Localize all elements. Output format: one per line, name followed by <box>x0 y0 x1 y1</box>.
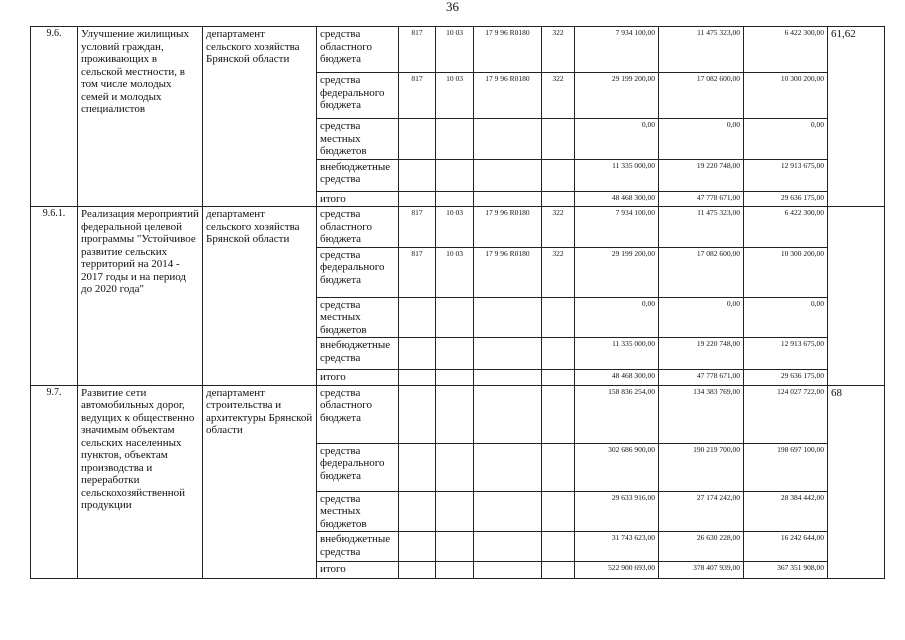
csr-code: 17 9 96 R0180 <box>474 73 542 119</box>
section-number: 9.6.1. <box>31 207 78 386</box>
amount-year-1: 522 900 693,00 <box>575 562 659 579</box>
vr-code <box>542 159 575 191</box>
vr-code <box>542 119 575 160</box>
amount-year-3: 0,00 <box>744 297 828 338</box>
activity-name: Улучшение жилищных условий граждан, проживающих в сельской местности, в том числе молодых семей и молодых специалистов <box>78 27 203 207</box>
funding-source: средства областного бюджета <box>317 27 399 73</box>
amount-year-1: 0,00 <box>575 297 659 338</box>
indicator-ref: 68 <box>828 385 885 579</box>
rzpr-code: 10 03 <box>436 207 474 248</box>
vr-code: 322 <box>542 73 575 119</box>
amount-year-1: 302 686 900,00 <box>575 443 659 491</box>
table-row <box>31 27 885 73</box>
responsible-executor: департамент сельского хозяйства Брянской области <box>203 207 317 386</box>
amount-year-1: 29 199 200,00 <box>575 73 659 119</box>
grbs-code: 817 <box>399 73 436 119</box>
funding-source: средства федерального бюджета <box>317 443 399 491</box>
amount-year-2: 0,00 <box>659 119 744 160</box>
amount-year-2: 378 407 939,00 <box>659 562 744 579</box>
grbs-code <box>399 338 436 370</box>
rzpr-code: 10 03 <box>436 73 474 119</box>
funding-source: итого <box>317 562 399 579</box>
grbs-code <box>399 491 436 532</box>
amount-year-2: 11 475 323,00 <box>659 207 744 248</box>
csr-code: 17 9 96 R0180 <box>474 247 542 297</box>
grbs-code <box>399 443 436 491</box>
vr-code <box>542 191 575 207</box>
amount-year-2: 17 082 600,00 <box>659 73 744 119</box>
grbs-code <box>399 385 436 443</box>
amount-year-1: 11 335 000,00 <box>575 159 659 191</box>
section-number: 9.6. <box>31 27 78 207</box>
rzpr-code <box>436 491 474 532</box>
vr-code <box>542 443 575 491</box>
amount-year-2: 190 219 700,00 <box>659 443 744 491</box>
vr-code <box>542 491 575 532</box>
amount-year-2: 26 630 228,00 <box>659 532 744 562</box>
vr-code: 322 <box>542 247 575 297</box>
csr-code <box>474 562 542 579</box>
amount-year-1: 0,00 <box>575 119 659 160</box>
amount-year-3: 16 242 644,00 <box>744 532 828 562</box>
rzpr-code <box>436 119 474 160</box>
csr-code <box>474 297 542 338</box>
rzpr-code <box>436 443 474 491</box>
funding-source: средства местных бюджетов <box>317 491 399 532</box>
amount-year-2: 11 475 323,00 <box>659 27 744 73</box>
csr-code <box>474 119 542 160</box>
funding-source: средства местных бюджетов <box>317 119 399 160</box>
responsible-executor: департамент сельского хозяйства Брянской области <box>203 27 317 207</box>
amount-year-1: 48 468 300,00 <box>575 191 659 207</box>
funding-source: средства областного бюджета <box>317 385 399 443</box>
table-body <box>31 27 885 579</box>
amount-year-2: 19 220 748,00 <box>659 338 744 370</box>
funding-source: средства федерального бюджета <box>317 247 399 297</box>
rzpr-code <box>436 385 474 443</box>
amount-year-2: 47 778 671,00 <box>659 370 744 386</box>
csr-code <box>474 443 542 491</box>
activity-name: Реализация мероприятий федеральной целевой программы "Устойчивое развитие сельских территорий на 2014 - 2017 годы и на период до 2020 года" <box>78 207 203 386</box>
rzpr-code <box>436 532 474 562</box>
amount-year-1: 29 199 200,00 <box>575 247 659 297</box>
amount-year-3: 10 300 200,00 <box>744 73 828 119</box>
amount-year-3: 29 636 175,00 <box>744 191 828 207</box>
vr-code <box>542 338 575 370</box>
amount-year-2: 19 220 748,00 <box>659 159 744 191</box>
grbs-code: 817 <box>399 207 436 248</box>
grbs-code <box>399 370 436 386</box>
csr-code <box>474 370 542 386</box>
amount-year-3: 124 027 722,00 <box>744 385 828 443</box>
funding-source: внебюджетные средства <box>317 532 399 562</box>
amount-year-1: 31 743 623,00 <box>575 532 659 562</box>
amount-year-3: 29 636 175,00 <box>744 370 828 386</box>
amount-year-1: 158 836 254,00 <box>575 385 659 443</box>
table-row <box>31 385 885 443</box>
amount-year-1: 7 934 100,00 <box>575 207 659 248</box>
table-row <box>31 207 885 248</box>
amount-year-3: 10 300 200,00 <box>744 247 828 297</box>
csr-code <box>474 338 542 370</box>
rzpr-code <box>436 159 474 191</box>
funding-source: внебюджетные средства <box>317 338 399 370</box>
csr-code <box>474 491 542 532</box>
vr-code: 322 <box>542 27 575 73</box>
rzpr-code <box>436 297 474 338</box>
funding-source: внебюджетные средства <box>317 159 399 191</box>
vr-code: 322 <box>542 207 575 248</box>
csr-code: 17 9 96 R0180 <box>474 207 542 248</box>
grbs-code <box>399 297 436 338</box>
funding-source: итого <box>317 191 399 207</box>
funding-source: средства федерального бюджета <box>317 73 399 119</box>
amount-year-1: 29 633 916,00 <box>575 491 659 532</box>
amount-year-1: 7 934 100,00 <box>575 27 659 73</box>
csr-code <box>474 159 542 191</box>
rzpr-code <box>436 370 474 386</box>
page-number: 36 <box>446 0 459 14</box>
rzpr-code: 10 03 <box>436 247 474 297</box>
amount-year-2: 47 778 671,00 <box>659 191 744 207</box>
csr-code <box>474 532 542 562</box>
amount-year-3: 367 351 908,00 <box>744 562 828 579</box>
grbs-code <box>399 159 436 191</box>
rzpr-code: 10 03 <box>436 27 474 73</box>
rzpr-code <box>436 562 474 579</box>
grbs-code <box>399 119 436 160</box>
amount-year-3: 6 422 300,00 <box>744 207 828 248</box>
grbs-code <box>399 532 436 562</box>
grbs-code: 817 <box>399 247 436 297</box>
amount-year-3: 28 384 442,00 <box>744 491 828 532</box>
csr-code <box>474 385 542 443</box>
indicator-ref: 61,62 <box>828 27 885 207</box>
vr-code <box>542 532 575 562</box>
vr-code <box>542 562 575 579</box>
amount-year-2: 134 383 769,00 <box>659 385 744 443</box>
funding-source: средства областного бюджета <box>317 207 399 248</box>
indicator-ref <box>828 207 885 386</box>
grbs-code <box>399 562 436 579</box>
amount-year-3: 12 913 675,00 <box>744 159 828 191</box>
amount-year-3: 6 422 300,00 <box>744 27 828 73</box>
vr-code <box>542 297 575 338</box>
amount-year-1: 11 335 000,00 <box>575 338 659 370</box>
vr-code <box>542 385 575 443</box>
csr-code <box>474 191 542 207</box>
amount-year-1: 48 468 300,00 <box>575 370 659 386</box>
vr-code <box>542 370 575 386</box>
amount-year-3: 12 913 675,00 <box>744 338 828 370</box>
section-number: 9.7. <box>31 385 78 579</box>
amount-year-3: 0,00 <box>744 119 828 160</box>
grbs-code: 817 <box>399 27 436 73</box>
budget-table <box>30 26 885 579</box>
amount-year-2: 27 174 242,00 <box>659 491 744 532</box>
funding-source: средства местных бюджетов <box>317 297 399 338</box>
amount-year-2: 17 082 600,00 <box>659 247 744 297</box>
amount-year-3: 198 697 100,00 <box>744 443 828 491</box>
responsible-executor: департамент строительства и архитектуры Брянской области <box>203 385 317 579</box>
csr-code: 17 9 96 R0180 <box>474 27 542 73</box>
grbs-code <box>399 191 436 207</box>
funding-source: итого <box>317 370 399 386</box>
rzpr-code <box>436 338 474 370</box>
activity-name: Развитие сети автомобильных дорог, ведущих к общественно значимым объектам сельских населенных пунктов, объектам производства и переработки сельскохозяйственной продукции <box>78 385 203 579</box>
amount-year-2: 0,00 <box>659 297 744 338</box>
rzpr-code <box>436 191 474 207</box>
